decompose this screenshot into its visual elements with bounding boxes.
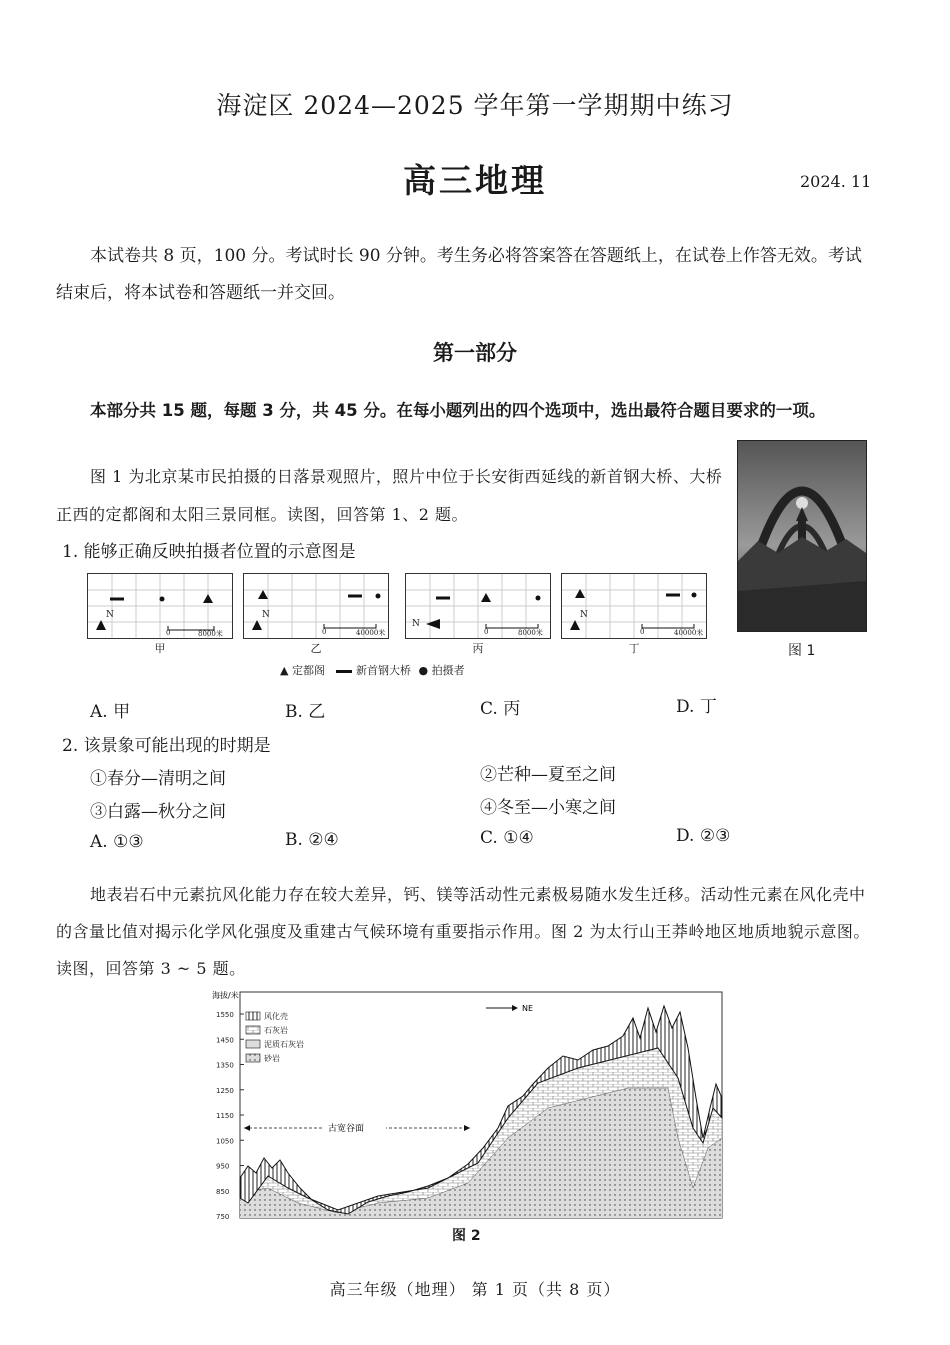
geologic-profile-svg xyxy=(208,988,724,1220)
figure2-profile xyxy=(208,988,724,1220)
figure1-caption: 图 1 xyxy=(788,643,816,659)
legend-swatch-limestone xyxy=(246,1026,260,1034)
ne-arrowhead-icon xyxy=(512,1005,518,1011)
q2-option-b: B. ②④ xyxy=(285,830,339,850)
legend-crust: 风化壳 xyxy=(264,1012,288,1021)
valley-arrow-left-icon xyxy=(244,1125,250,1131)
exam-title: 海淀区 2024—2025 学年第一学期期中练习 xyxy=(216,91,734,120)
part-description: 本部分共 15 题，每题 3 分，共 45 分。在每小题列出的四个选项中，选出最符合题目要求的一项。 xyxy=(90,401,826,420)
q2-option-a: A. ①③ xyxy=(90,832,144,852)
legend-sandstone: 砂岩 xyxy=(264,1054,280,1063)
legend-tower: 定都阁 xyxy=(291,664,325,677)
map-bing xyxy=(405,573,551,639)
y-tick-label: 1050 xyxy=(216,1137,234,1146)
context-q1-2: 图 1 为北京某市民拍摄的日落景观照片，照片中位于长安街西延线的新首钢大桥、大桥正西的定都阁和太阳三景同框。读图，回答第 1、2 题。 xyxy=(56,467,723,524)
q1-option-d: D. 丁 xyxy=(676,697,717,717)
north-arrow: N xyxy=(106,610,114,620)
map-ding xyxy=(561,573,707,639)
y-tick-label: 1150 xyxy=(216,1112,234,1120)
legend-swatch-sandstone xyxy=(246,1054,260,1062)
q1-option-b: B. 乙 xyxy=(285,702,326,722)
legend-swatch-crust xyxy=(246,1012,260,1020)
scale-label: 40000米 xyxy=(356,629,386,637)
page-footer: 高三年级（地理） 第 1 页（共 8 页） xyxy=(329,1280,621,1299)
q1-option-c: C. 丙 xyxy=(480,699,521,719)
y-tick-label: 1250 xyxy=(216,1086,234,1095)
map-label-bing: 丙 xyxy=(472,642,484,655)
figure2-caption: 图 2 xyxy=(452,1228,481,1244)
q2-option-d: D. ②③ xyxy=(676,826,731,846)
q2-item-4: ④冬至—小寒之间 xyxy=(480,798,616,818)
y-tick-label: 750 xyxy=(216,1213,230,1220)
map-label-ding: 丁 xyxy=(628,642,640,655)
q1-stem: 1. 能够正确反映拍摄者位置的示意图是 xyxy=(62,542,356,562)
map-yi xyxy=(243,573,389,639)
north-arrow: N xyxy=(580,610,588,620)
photographer-icon: ● xyxy=(418,664,429,677)
scale-zero: 0 xyxy=(484,628,489,636)
scale-zero: 0 xyxy=(322,628,327,636)
map-legend xyxy=(280,662,465,678)
subject-title: 高三地理 xyxy=(403,161,547,200)
scale-zero: 0 xyxy=(166,629,171,637)
legend-bridge: 新首钢大桥 xyxy=(355,664,411,677)
north-arrow: N xyxy=(262,610,270,620)
map-label-yi: 乙 xyxy=(310,642,322,655)
y-axis-label: 海拔/米 xyxy=(212,991,239,1000)
map-jia xyxy=(87,573,233,639)
valley-label: 古宽谷面 xyxy=(328,1124,365,1134)
map-label-jia: 甲 xyxy=(154,642,166,655)
sunset-photo-image xyxy=(738,441,866,631)
bridge-icon xyxy=(336,670,352,673)
legend-limestone: 石灰岩 xyxy=(264,1026,288,1035)
scale-label: 8000米 xyxy=(198,630,223,638)
q1-option-a: A. 甲 xyxy=(90,702,131,722)
tower-icon: ▲ xyxy=(280,664,289,677)
q2-stem: 2. 该景象可能出现的时期是 xyxy=(62,736,271,756)
part-title: 第一部分 xyxy=(433,340,517,365)
legend-photographer: 拍摄者 xyxy=(431,664,465,677)
context-q3-5: 地表岩石中元素抗风化能力存在较大差异，钙、镁等活动性元素极易随水发生迁移。活动性元素在风化壳中的含量比值对揭示化学风化强度及重建古气候环境有重要指示作用。图 2 为太行山王莽岭地区地质地貌示意图。读图，回答第 3 ~ 5 题。 xyxy=(56,885,870,978)
scale-zero: 0 xyxy=(640,628,645,636)
legend-marl: 泥质石灰岩 xyxy=(264,1040,304,1049)
q2-item-3: ③白露—秋分之间 xyxy=(90,802,226,822)
direction-label: NE xyxy=(522,1004,534,1013)
q2-item-2: ②芒种—夏至之间 xyxy=(480,765,616,785)
scale-label: 40000米 xyxy=(674,629,704,637)
legend-swatch-marl xyxy=(246,1040,260,1048)
y-tick-label: 850 xyxy=(216,1187,230,1196)
exam-date: 2024. 11 xyxy=(800,172,872,191)
y-tick-label: 1450 xyxy=(216,1036,234,1045)
scale-label: 8000米 xyxy=(518,629,543,637)
exam-instructions: 本试卷共 8 页，100 分。考试时长 90 分钟。考生务必将答案答在答题纸上，在试卷上作答无效。考试结束后，将本试卷和答题纸一并交回。 xyxy=(56,246,862,303)
figure1-photo xyxy=(737,440,867,632)
y-tick-label: 950 xyxy=(216,1162,230,1171)
y-tick-label: 1550 xyxy=(216,1011,234,1019)
valley-arrow-right-icon xyxy=(464,1125,470,1131)
y-tick-label: 1350 xyxy=(216,1061,234,1070)
q2-item-1: ①春分—清明之间 xyxy=(90,769,226,789)
north-arrow: N xyxy=(412,619,420,629)
q2-option-c: C. ①④ xyxy=(480,828,534,848)
